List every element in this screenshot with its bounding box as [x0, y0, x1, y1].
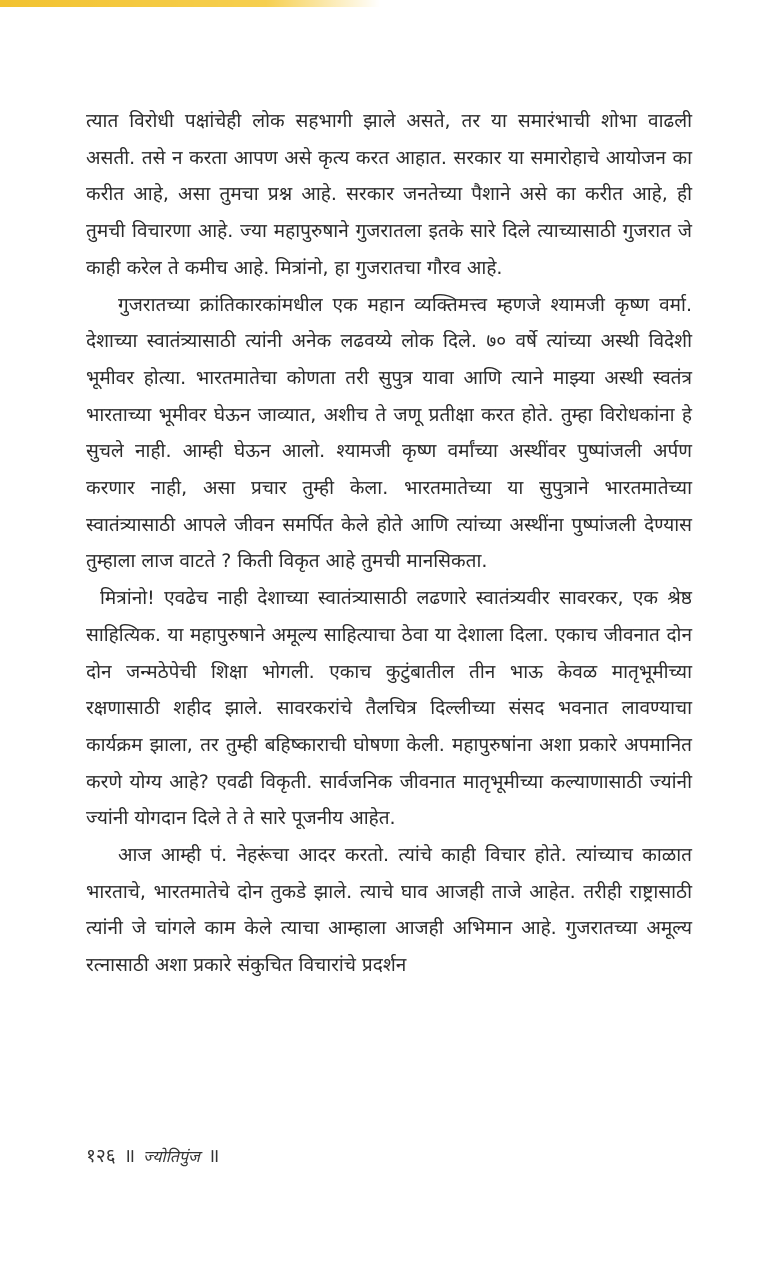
- footer-book-title: ज्योतिपुंज: [143, 1147, 200, 1166]
- paragraph-3: मित्रांनो! एवढेच नाही देशाच्या स्वातंत्र्यासाठी लढणारे स्वातंत्र्यवीर सावरकर, एक श्रेष्ठ साहित्यिक. या महापुरुषाने अमूल्य साहित्याचा ठेवा या देशाला दिला. एकाच जीवनात दोन दोन जन्मठेपेची शिक्षा भोगली. एकाच कुटुंबातील तीन भाऊ केवळ मातृभूमीच्या रक्षणासाठी शहीद झाले. सावरकरांचे तैलचित्र दिल्लीच्या संसद भवनात लावण्याचा कार्यक्रम झाला, तर तुम्ही बहिष्काराची घोषणा केली. महापुरुषांना अशा प्रकारे अपमानित करणे योग्य आहे? एवढी विकृती. सार्वजनिक जीवनात मातृभूमीच्या कल्याणासाठी ज्यांनी ज्यांनी योगदान दिले ते ते सारे पूजनीय आहेत.: [86, 587, 692, 830]
- paragraph-2: गुजरातच्या क्रांतिकारकांमधील एक महान व्यक्तिमत्त्व म्हणजे श्यामजी कृष्ण वर्मा. देशाच्या स्वातंत्र्यासाठी त्यांनी अनेक लढवय्ये लोक दिले. ७० वर्षे त्यांच्या अस्थी विदेशी भूमीवर होत्या. भारतमातेचा कोणता तरी सुपुत्र यावा आणि त्याने माझ्या अस्थी स्वतंत्र भारताच्या भूमीवर घेऊन जाव्यात, अशीच ते जणू प्रतीक्षा करत होते. तुम्हा विरोधकांना हे सुचले नाही. आम्ही घेऊन आलो. श्यामजी कृष्ण वर्मांच्या अस्थींवर पुष्पांजली अर्पण करणार नाही, असा प्रचार तुम्ही केला. भारतमातेच्या या सुपुत्राने भारतमातेच्या स्वातंत्र्यासाठी आपले जीवन समर्पित केले होते आणि त्यांच्या अस्थींना पुष्पांजली देण्यास तुम्हाला लाज वाटते ? किती विकृत आहे तुमची मानसिकता.: [86, 293, 692, 573]
- page-number: १२६: [86, 1145, 116, 1167]
- footer-separator-right: ॥: [207, 1145, 220, 1167]
- paragraph-1: त्यात विरोधी पक्षांचेही लोक सहभागी झाले असते, तर या समारंभाची शोभा वाढली असती. तसे न करता आपण असे कृत्य करत आहात. सरकार या समारोहाचे आयोजन का करीत आहे, असा तुमचा प्रश्न आहे. सरकार जनतेच्या पैशाने असे का करीत आहे, ही तुमची विचारणा आहे. ज्या महापुरुषाने गुजरातला इतके सारे दिले त्याच्यासाठी गुजरात जे काही करेल ते कमीच आहे. मित्रांनो, हा गुजरातचा गौरव आहे.: [86, 110, 692, 279]
- page-body: [86, 103, 692, 984]
- footer-separator-left: ॥: [123, 1145, 136, 1167]
- paragraph-4: आज आम्ही पं. नेहरूंचा आदर करतो. त्यांचे काही विचार होते. त्यांच्याच काळात भारताचे, भारतमातेचे दोन तुकडे झाले. त्याचे घाव आजही ताजे आहेत. तरीही राष्ट्रासाठी त्यांनी जे चांगले काम केले त्याचा आम्हाला आजही अभिमान आहे. गुजरातच्या अमूल्य रत्नासाठी अशा प्रकारे संकुचित विचारांचे प्रदर्शन: [86, 844, 692, 977]
- page-footer: [86, 1142, 221, 1171]
- top-accent-bar: [0, 0, 380, 7]
